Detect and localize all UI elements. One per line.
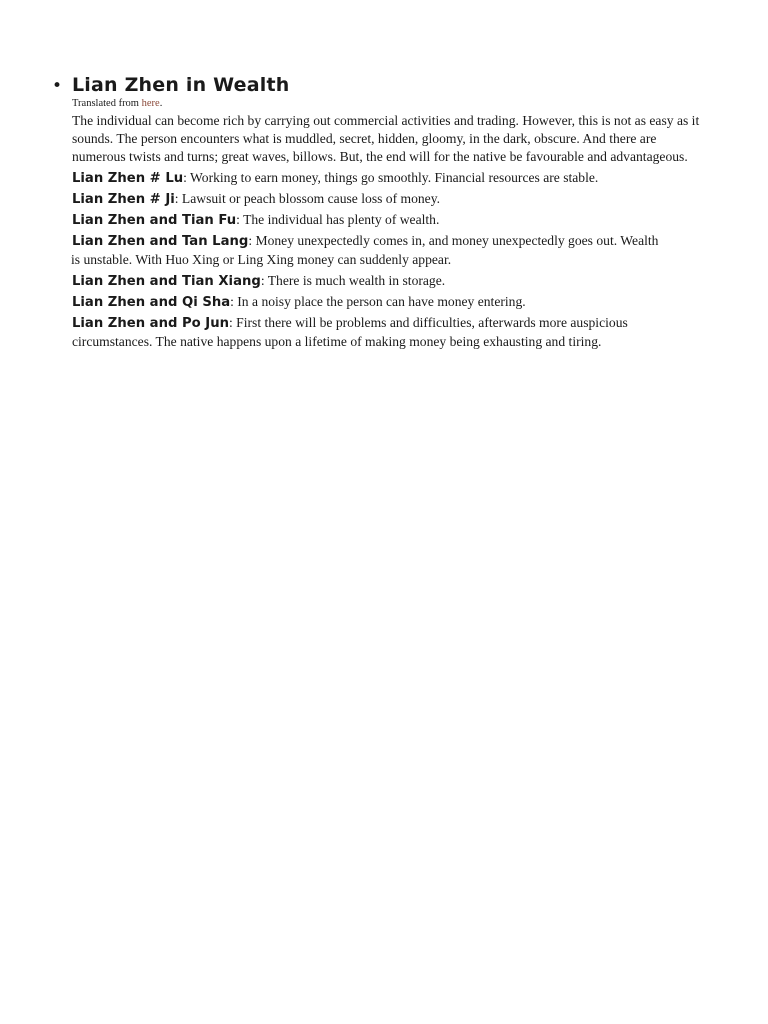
- item-term: Lian Zhen and Tian Xiang: [72, 273, 261, 289]
- item-term: Lian Zhen and Po Jun: [72, 316, 229, 332]
- section-heading: Lian Zhen in Wealth: [72, 74, 290, 96]
- item-text: : In a noisy place the person can have money entering.: [230, 293, 526, 309]
- item-text-continued: is unstable. With Huo Xing or Ling Xing money can suddenly appear.: [71, 252, 452, 268]
- item-text: : Money unexpectedly comes in, and money unexpectedly goes out. Wealth: [248, 233, 659, 249]
- list-item: [72, 232, 702, 269]
- list-item: [72, 272, 702, 291]
- translated-note: [72, 97, 702, 111]
- item-text: : Working to earn money, things go smoothly. Financial resources are stable.: [183, 169, 599, 185]
- section-heading-row: [52, 74, 289, 96]
- item-term: Lian Zhen and Qi Sha: [72, 294, 231, 310]
- item-text: : First there will be problems and difficulties, afterwards more auspicious circumstances. The native happens upon a lifetime of making money being exhausting and tiring.: [72, 315, 628, 350]
- item-text: : Lawsuit or peach blossom cause loss of money.: [174, 190, 441, 206]
- list-item: [72, 293, 702, 312]
- list-item: [72, 211, 702, 230]
- item-line-1: [72, 232, 702, 251]
- item-term: Lian Zhen # Lu: [72, 170, 184, 186]
- translated-suffix: .: [159, 98, 163, 109]
- list-item: [72, 190, 702, 209]
- section-body: [72, 97, 702, 351]
- item-term: Lian Zhen and Tan Lang: [72, 234, 249, 250]
- list-item: [72, 314, 702, 351]
- item-text: : There is much wealth in storage.: [260, 272, 446, 288]
- intro-paragraph: The individual can become rich by carrying out commercial activities and trading. However, this is not as easy as it sounds. The person encounters what is muddled, secret, hidden, gloomy, in the dark, obscure. And there are numerous twists and turns; great waves, billows. But, the end will for the native be favourable and advantageous.: [72, 113, 700, 165]
- item-term: Lian Zhen # Ji: [72, 191, 175, 207]
- translated-prefix: Translated from: [72, 98, 142, 109]
- bullet-marker: •: [52, 76, 63, 96]
- translated-source-link[interactable]: here: [141, 98, 160, 109]
- item-term: Lian Zhen and Tian Fu: [72, 213, 237, 229]
- list-item: [72, 169, 702, 188]
- item-text: : The individual has plenty of wealth.: [236, 212, 440, 228]
